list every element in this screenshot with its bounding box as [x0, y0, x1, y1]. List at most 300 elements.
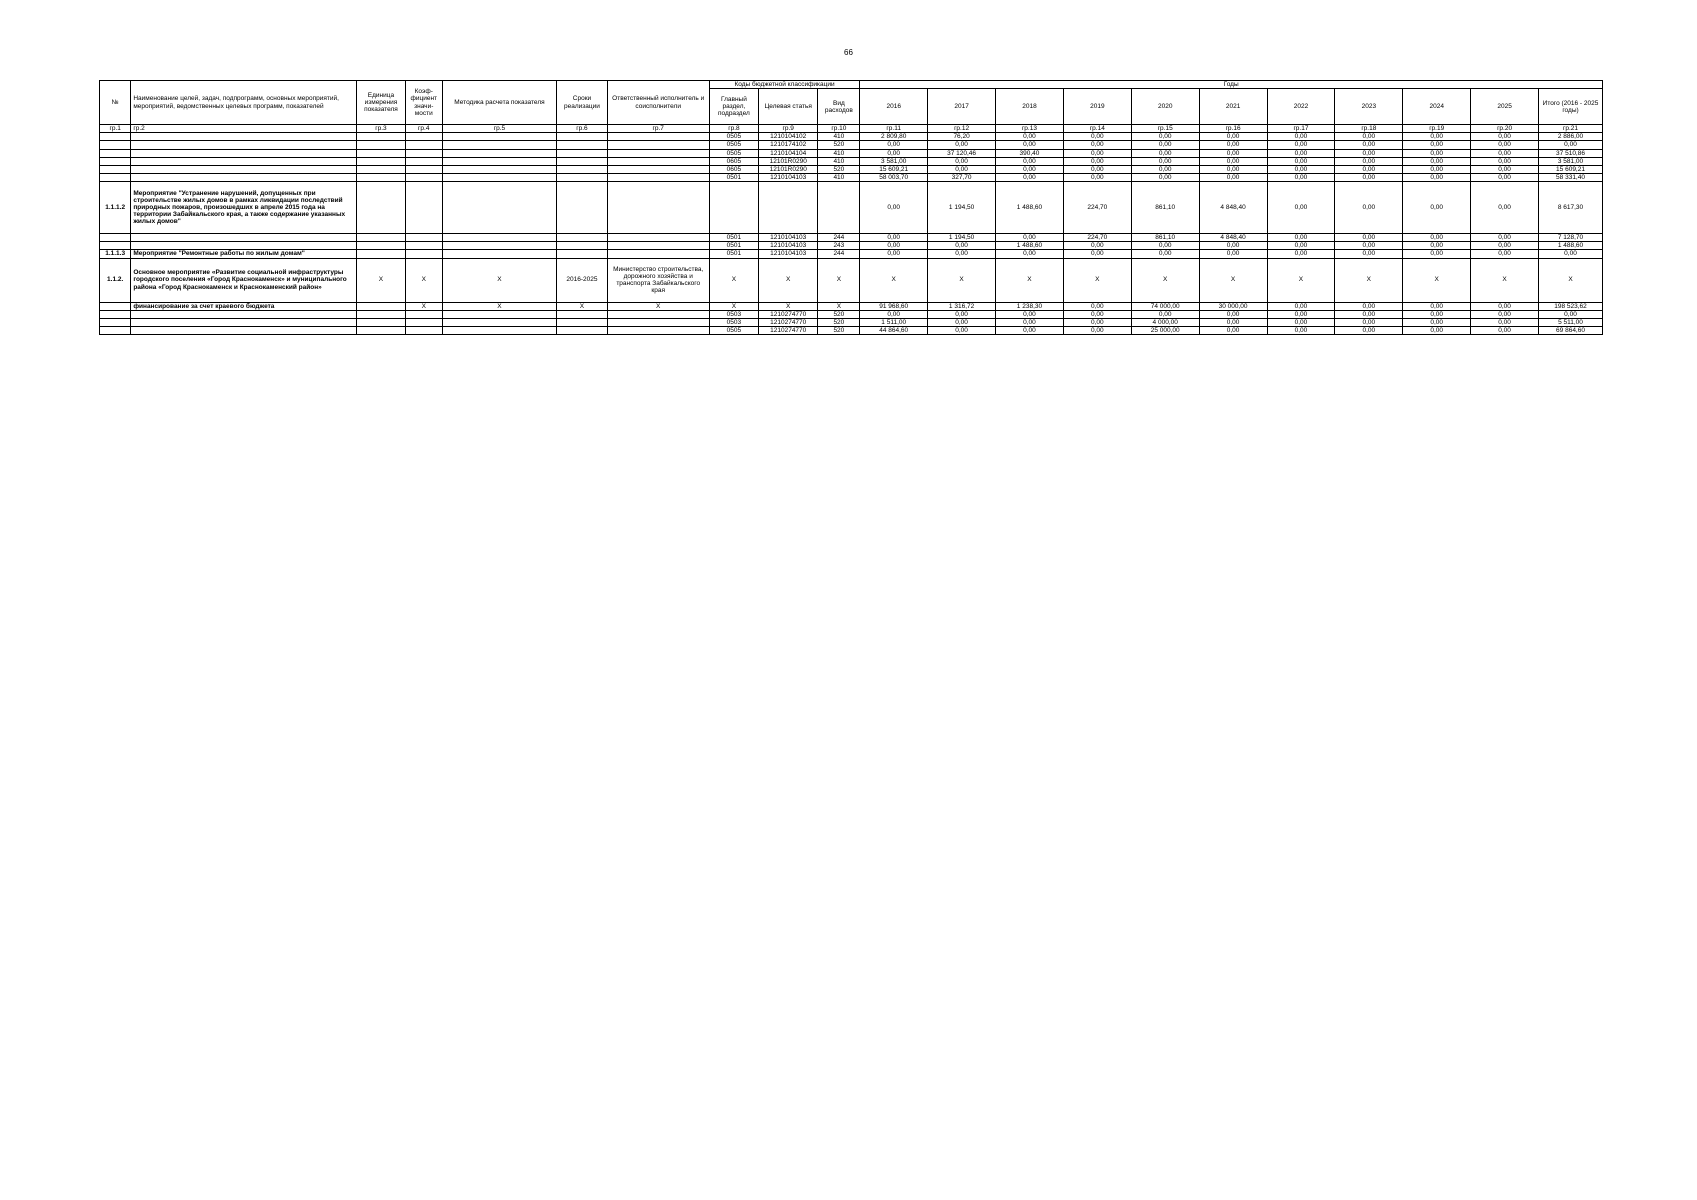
- col-year: 2020: [1131, 89, 1199, 125]
- cell-empty: [607, 326, 709, 334]
- col-number: гр.9: [758, 125, 818, 133]
- cell-value: 224,70: [1063, 234, 1131, 242]
- cell-empty: [100, 310, 131, 318]
- cell-total: 37 510,86: [1539, 149, 1603, 157]
- cell-empty: [709, 182, 758, 234]
- cell-value: 0,00: [1403, 141, 1471, 149]
- cell-value: 0,00: [1335, 234, 1403, 242]
- cell-value: 0,00: [1063, 318, 1131, 326]
- cell-value: 0,00: [1199, 173, 1267, 181]
- cell-value: 0,00: [1471, 141, 1539, 149]
- col-number: гр.15: [1131, 125, 1199, 133]
- cell-value: 0,00: [1267, 165, 1335, 173]
- cell-value: 0,00: [928, 250, 996, 258]
- cell-division: 0501: [709, 173, 758, 181]
- cell-exp-type: 410: [818, 157, 860, 165]
- cell-value: 0,00: [996, 318, 1064, 326]
- cell-empty: [100, 141, 131, 149]
- cell-value: 0,00: [1335, 173, 1403, 181]
- cell-empty: [131, 318, 357, 326]
- col-year: 2019: [1063, 89, 1131, 125]
- cell-x: Х: [996, 258, 1064, 302]
- cell-value: 0,00: [1335, 242, 1403, 250]
- cell-empty: [557, 318, 607, 326]
- cell-value: 0,00: [928, 157, 996, 165]
- col-method: Методика расчета показателя: [442, 81, 557, 125]
- col-number: гр.21: [1539, 125, 1603, 133]
- cell-value: 0,00: [1267, 318, 1335, 326]
- cell-target: 1210104102: [758, 133, 818, 141]
- cell-value: 0,00: [1335, 318, 1403, 326]
- cell-target: 1210274770: [758, 326, 818, 334]
- cell-empty: [557, 326, 607, 334]
- cell-value: 0,00: [1267, 141, 1335, 149]
- cell-target: 1210104104: [758, 149, 818, 157]
- cell-value: 0,00: [1471, 149, 1539, 157]
- cell-term: 2016-2025: [557, 258, 607, 302]
- cell-value: 1 194,50: [928, 234, 996, 242]
- cell-total: 15 609,21: [1539, 165, 1603, 173]
- cell-value: 0,00: [1335, 149, 1403, 157]
- cell-empty: [131, 157, 357, 165]
- cell-value: 0,00: [1335, 165, 1403, 173]
- cell-value: 0,00: [996, 133, 1064, 141]
- cell-x: Х: [557, 302, 607, 310]
- cell-empty: [607, 165, 709, 173]
- cell-value: 30 000,00: [1199, 302, 1267, 310]
- col-year: 2024: [1403, 89, 1471, 125]
- cell-value: 0,00: [1131, 250, 1199, 258]
- col-year: 2018: [996, 89, 1064, 125]
- cell-value: 0,00: [1131, 133, 1199, 141]
- cell-exp-type: 520: [818, 326, 860, 334]
- cell-total: 1 488,60: [1539, 242, 1603, 250]
- col-year: 2016: [860, 89, 928, 125]
- cell-empty: [100, 234, 131, 242]
- cell-value: 0,00: [1063, 141, 1131, 149]
- cell-x: Х: [1539, 258, 1603, 302]
- cell-value: 0,00: [996, 141, 1064, 149]
- cell-value: 0,00: [1471, 173, 1539, 181]
- cell-x: Х: [818, 258, 860, 302]
- cell-value: 4 848,40: [1199, 182, 1267, 234]
- col-number: гр.7: [607, 125, 709, 133]
- cell-x: Х: [356, 258, 405, 302]
- measure-name: Мероприятие "Устранение нарушений, допущенных при строительстве жилых домов в рамках ликвидации последствий природных пожаров, произошедших в апреле 2015 года на территории Забайкальского края, а также содержание указанных жилых домов": [131, 182, 357, 234]
- col-year: 2017: [928, 89, 996, 125]
- cell-value: 3 581,00: [860, 157, 928, 165]
- cell-value: 0,00: [1403, 165, 1471, 173]
- cell-empty: [557, 250, 607, 258]
- cell-exp-type: 520: [818, 141, 860, 149]
- cell-value: 0,00: [1131, 141, 1199, 149]
- cell-value: 0,00: [1335, 157, 1403, 165]
- cell-value: 0,00: [1199, 310, 1267, 318]
- cell-x: Х: [709, 302, 758, 310]
- cell-value: 25 000,00: [1131, 326, 1199, 334]
- measure-name: Мероприятие "Ремонтные работы по жилым домам": [131, 250, 357, 258]
- cell-value: 0,00: [860, 250, 928, 258]
- cell-value: 37 120,46: [928, 149, 996, 157]
- table-row: [100, 165, 1603, 173]
- header-row-1: [100, 81, 1603, 89]
- cell-empty: [442, 141, 557, 149]
- cell-value: 0,00: [1403, 133, 1471, 141]
- cell-empty: [442, 173, 557, 181]
- cell-value: 4 000,00: [1131, 318, 1199, 326]
- cell-value: 0,00: [1471, 234, 1539, 242]
- col-number: гр.18: [1335, 125, 1403, 133]
- cell-empty: [100, 133, 131, 141]
- col-year: 2021: [1199, 89, 1267, 125]
- cell-empty: [607, 234, 709, 242]
- page-number: 66: [844, 48, 853, 57]
- cell-x: Х: [1267, 258, 1335, 302]
- cell-value: 0,00: [1267, 250, 1335, 258]
- cell-empty: [442, 133, 557, 141]
- cell-value: 224,70: [1063, 182, 1131, 234]
- cell-target: 12101R0290: [758, 157, 818, 165]
- table-row: [100, 242, 1603, 250]
- cell-value: 0,00: [1063, 173, 1131, 181]
- cell-empty: [131, 326, 357, 334]
- cell-total: 58 331,40: [1539, 173, 1603, 181]
- cell-value: 0,00: [1267, 182, 1335, 234]
- cell-value: 0,00: [1267, 302, 1335, 310]
- cell-empty: [405, 182, 442, 234]
- cell-value: 0,00: [996, 173, 1064, 181]
- cell-empty: [405, 165, 442, 173]
- col-main-division: Главный раздел, подраздел: [709, 89, 758, 125]
- cell-value: 4 848,40: [1199, 234, 1267, 242]
- cell-empty: [356, 182, 405, 234]
- cell-empty: [607, 310, 709, 318]
- cell-exp-type: 520: [818, 165, 860, 173]
- cell-value: 0,00: [1403, 182, 1471, 234]
- cell-value: 0,00: [1335, 302, 1403, 310]
- table-row: [100, 157, 1603, 165]
- column-number-row: [100, 125, 1603, 133]
- cell-target: 1210274770: [758, 310, 818, 318]
- table-row: [100, 141, 1603, 149]
- cell-value: 0,00: [860, 182, 928, 234]
- col-number: гр.1: [100, 125, 131, 133]
- cell-value: 0,00: [996, 310, 1064, 318]
- col-number: гр.11: [860, 125, 928, 133]
- cell-total: 7 128,70: [1539, 234, 1603, 242]
- cell-total: 69 864,60: [1539, 326, 1603, 334]
- col-codes: Коды бюджетной классификации: [709, 81, 859, 89]
- cell-empty: [607, 149, 709, 157]
- cell-empty: [818, 182, 860, 234]
- cell-empty: [131, 141, 357, 149]
- cell-value: 1 488,60: [996, 182, 1064, 234]
- cell-division: 0505: [709, 133, 758, 141]
- cell-value: 0,00: [1267, 133, 1335, 141]
- col-number: гр.2: [131, 125, 357, 133]
- cell-empty: [100, 302, 131, 310]
- col-number: гр.5: [442, 125, 557, 133]
- col-no: №: [100, 81, 131, 125]
- cell-value: 0,00: [1063, 326, 1131, 334]
- cell-value: 0,00: [1131, 310, 1199, 318]
- cell-value: 0,00: [1403, 302, 1471, 310]
- cell-x: Х: [1335, 258, 1403, 302]
- cell-empty: [131, 310, 357, 318]
- cell-target: 12101R0290: [758, 165, 818, 173]
- cell-value: 0,00: [1335, 250, 1403, 258]
- cell-value: 0,00: [1335, 182, 1403, 234]
- cell-value: 0,00: [1199, 165, 1267, 173]
- col-total: Итого (2016 - 2025 годы): [1539, 89, 1603, 125]
- cell-target: 1210104103: [758, 173, 818, 181]
- cell-x: Х: [1403, 258, 1471, 302]
- cell-empty: [557, 242, 607, 250]
- cell-value: 0,00: [1063, 165, 1131, 173]
- measure-row-112: [100, 258, 1603, 302]
- measure-row-1112: [100, 182, 1603, 234]
- cell-empty: [100, 157, 131, 165]
- cell-exp-type: 243: [818, 242, 860, 250]
- cell-empty: [607, 141, 709, 149]
- cell-total: 2 886,00: [1539, 133, 1603, 141]
- cell-empty: [100, 326, 131, 334]
- cell-total: 0,00: [1539, 310, 1603, 318]
- cell-empty: [442, 165, 557, 173]
- cell-empty: [607, 133, 709, 141]
- cell-empty: [442, 157, 557, 165]
- cell-empty: [405, 234, 442, 242]
- cell-empty: [607, 242, 709, 250]
- cell-empty: [442, 242, 557, 250]
- program-table: [99, 80, 1603, 335]
- col-number: гр.8: [709, 125, 758, 133]
- col-number: гр.20: [1471, 125, 1539, 133]
- cell-exp-type: 520: [818, 310, 860, 318]
- cell-responsible: Министерство строительства, дорожного хозяйства и транспорта Забайкальского края: [607, 258, 709, 302]
- cell-empty: [442, 250, 557, 258]
- cell-empty: [356, 234, 405, 242]
- cell-value: 0,00: [1267, 149, 1335, 157]
- cell-target: 1210174102: [758, 141, 818, 149]
- cell-empty: [607, 173, 709, 181]
- cell-value: 0,00: [1199, 242, 1267, 250]
- cell-value: 0,00: [1199, 326, 1267, 334]
- cell-value: 0,00: [1063, 310, 1131, 318]
- table-row: [100, 149, 1603, 157]
- cell-empty: [356, 310, 405, 318]
- cell-empty: [356, 149, 405, 157]
- cell-value: 0,00: [860, 242, 928, 250]
- col-responsible: Ответственный исполнитель и соисполнители: [607, 81, 709, 125]
- cell-division: 0605: [709, 165, 758, 173]
- cell-empty: [405, 173, 442, 181]
- cell-value: 0,00: [1063, 133, 1131, 141]
- cell-x: Х: [860, 258, 928, 302]
- financing-label: финансирование за счет краевого бюджета: [131, 302, 357, 310]
- cell-empty: [131, 133, 357, 141]
- measure-number: 1.1.2.: [100, 258, 131, 302]
- cell-x: Х: [1471, 258, 1539, 302]
- cell-empty: [405, 326, 442, 334]
- cell-value: 0,00: [1471, 326, 1539, 334]
- col-year: 2022: [1267, 89, 1335, 125]
- cell-empty: [356, 242, 405, 250]
- cell-value: 0,00: [860, 141, 928, 149]
- cell-value: 0,00: [928, 242, 996, 250]
- cell-empty: [405, 310, 442, 318]
- cell-empty: [100, 149, 131, 157]
- cell-empty: [356, 165, 405, 173]
- table-row: [100, 173, 1603, 181]
- col-year: 2023: [1335, 89, 1403, 125]
- cell-empty: [607, 157, 709, 165]
- cell-empty: [405, 157, 442, 165]
- cell-value: 15 609,21: [860, 165, 928, 173]
- cell-value: 0,00: [1471, 165, 1539, 173]
- col-year: 2025: [1471, 89, 1539, 125]
- cell-empty: [557, 133, 607, 141]
- measure-number: 1.1.1.3: [100, 250, 131, 258]
- cell-value: 44 864,60: [860, 326, 928, 334]
- cell-value: 0,00: [1267, 173, 1335, 181]
- cell-value: 1 316,72: [928, 302, 996, 310]
- cell-value: 1 238,30: [996, 302, 1064, 310]
- table-row: [100, 326, 1603, 334]
- cell-exp-type: 244: [818, 250, 860, 258]
- cell-empty: [131, 173, 357, 181]
- cell-empty: [557, 310, 607, 318]
- cell-division: 0501: [709, 242, 758, 250]
- cell-total: 8 617,30: [1539, 182, 1603, 234]
- cell-empty: [557, 173, 607, 181]
- cell-empty: [356, 318, 405, 326]
- cell-value: 0,00: [928, 310, 996, 318]
- cell-target: 1210274770: [758, 318, 818, 326]
- cell-x: Х: [928, 258, 996, 302]
- cell-value: 0,00: [1335, 310, 1403, 318]
- cell-target: 1210104103: [758, 250, 818, 258]
- col-number: гр.14: [1063, 125, 1131, 133]
- cell-total: 0,00: [1539, 141, 1603, 149]
- cell-empty: [100, 318, 131, 326]
- cell-value: 0,00: [1403, 173, 1471, 181]
- cell-value: 0,00: [928, 165, 996, 173]
- col-coef: Коэф-фициент значи-мости: [405, 81, 442, 125]
- cell-target: 1210104103: [758, 242, 818, 250]
- cell-division: 0505: [709, 149, 758, 157]
- cell-value: 0,00: [1131, 149, 1199, 157]
- cell-value: 0,00: [1199, 318, 1267, 326]
- cell-value: 74 000,00: [1131, 302, 1199, 310]
- cell-empty: [405, 242, 442, 250]
- cell-value: 0,00: [928, 318, 996, 326]
- cell-value: 861,10: [1131, 182, 1199, 234]
- cell-x: Х: [442, 258, 557, 302]
- cell-empty: [557, 149, 607, 157]
- cell-exp-type: 410: [818, 133, 860, 141]
- cell-x: Х: [607, 302, 709, 310]
- col-name: Наименование целей, задач, подпрограмм, основных мероприятий, мероприятий, ведомственных целевых программ, показателей: [131, 81, 357, 125]
- cell-empty: [442, 318, 557, 326]
- cell-value: 1 194,50: [928, 182, 996, 234]
- cell-value: 0,00: [1335, 326, 1403, 334]
- cell-value: 0,00: [1471, 242, 1539, 250]
- cell-value: 91 968,60: [860, 302, 928, 310]
- measure-name: Основное мероприятие «Развитие социальной инфраструктуры городского поселения «Город Краснокаменск» и муниципального района «Город Краснокаменск и Краснокаменский район»: [131, 258, 357, 302]
- cell-value: 0,00: [1267, 310, 1335, 318]
- cell-empty: [356, 326, 405, 334]
- col-term: Сроки реализации: [557, 81, 607, 125]
- cell-empty: [442, 310, 557, 318]
- cell-empty: [100, 173, 131, 181]
- cell-value: 0,00: [1471, 133, 1539, 141]
- cell-empty: [131, 165, 357, 173]
- cell-total: 198 523,62: [1539, 302, 1603, 310]
- cell-empty: [356, 157, 405, 165]
- cell-empty: [557, 234, 607, 242]
- cell-empty: [356, 141, 405, 149]
- cell-division: 0503: [709, 318, 758, 326]
- table-row: [100, 318, 1603, 326]
- col-number: гр.4: [405, 125, 442, 133]
- cell-empty: [405, 149, 442, 157]
- cell-value: 0,00: [1403, 149, 1471, 157]
- cell-empty: [557, 165, 607, 173]
- measure-row-1113: [100, 250, 1603, 258]
- col-number: гр.19: [1403, 125, 1471, 133]
- cell-value: 0,00: [1131, 242, 1199, 250]
- cell-value: 0,00: [1471, 302, 1539, 310]
- cell-x: Х: [405, 258, 442, 302]
- cell-value: 0,00: [1199, 149, 1267, 157]
- cell-x: Х: [758, 302, 818, 310]
- cell-total: 5 511,00: [1539, 318, 1603, 326]
- cell-empty: [356, 133, 405, 141]
- cell-division: 0501: [709, 250, 758, 258]
- cell-value: 0,00: [1403, 157, 1471, 165]
- cell-value: 0,00: [1199, 157, 1267, 165]
- col-number: гр.6: [557, 125, 607, 133]
- cell-empty: [442, 149, 557, 157]
- cell-value: 0,00: [860, 149, 928, 157]
- cell-total: 3 581,00: [1539, 157, 1603, 165]
- measure-number: 1.1.1.2: [100, 182, 131, 234]
- cell-value: 0,00: [1471, 310, 1539, 318]
- cell-x: Х: [758, 258, 818, 302]
- cell-exp-type: 410: [818, 149, 860, 157]
- cell-value: 0,00: [1131, 157, 1199, 165]
- cell-empty: [607, 318, 709, 326]
- cell-empty: [405, 141, 442, 149]
- cell-x: Х: [1131, 258, 1199, 302]
- cell-value: 0,00: [1403, 234, 1471, 242]
- cell-value: 0,00: [1403, 250, 1471, 258]
- cell-value: 0,00: [1199, 250, 1267, 258]
- cell-empty: [442, 182, 557, 234]
- cell-empty: [131, 242, 357, 250]
- cell-x: Х: [1063, 258, 1131, 302]
- cell-empty: [405, 250, 442, 258]
- cell-empty: [356, 302, 405, 310]
- cell-value: 0,00: [1063, 302, 1131, 310]
- cell-value: 0,00: [1063, 149, 1131, 157]
- cell-empty: [607, 250, 709, 258]
- cell-x: Х: [1199, 258, 1267, 302]
- cell-empty: [131, 149, 357, 157]
- cell-value: 1 511,00: [860, 318, 928, 326]
- cell-value: 0,00: [1267, 242, 1335, 250]
